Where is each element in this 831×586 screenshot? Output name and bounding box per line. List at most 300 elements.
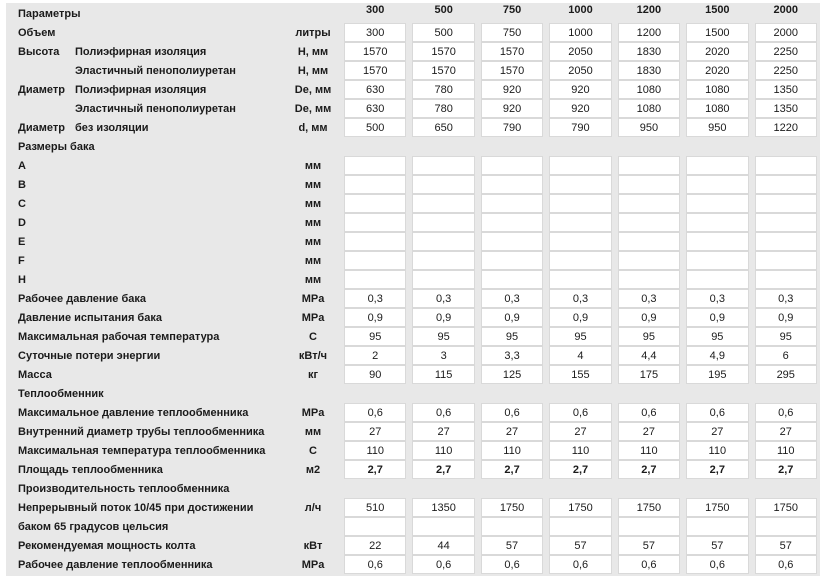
- value-cell: [686, 194, 748, 213]
- row-left: [6, 331, 285, 343]
- value-slot: [409, 270, 477, 289]
- value-slot: [546, 251, 614, 270]
- header-title: Параметры: [18, 7, 81, 20]
- value-slot: [409, 80, 477, 99]
- value-slot: [752, 61, 820, 80]
- value-cell: [755, 175, 817, 194]
- value-cell: 2020: [686, 42, 748, 61]
- column-header: 2000: [773, 4, 798, 16]
- row-unit: мм: [304, 425, 322, 438]
- value-cell: 1750: [481, 498, 543, 517]
- table-row: [6, 365, 820, 384]
- header-columns: [341, 4, 820, 23]
- value-cell: 0,6: [344, 403, 406, 422]
- value-cell: 0,6: [344, 555, 406, 574]
- value-slot: [341, 99, 409, 118]
- value-cell: 1350: [412, 498, 474, 517]
- value-cell: [344, 232, 406, 251]
- table-row: [6, 422, 820, 441]
- value-cell: 2020: [686, 61, 748, 80]
- value-cell: 630: [344, 99, 406, 118]
- value-slot: [409, 156, 477, 175]
- value-cell: [549, 251, 611, 270]
- value-cell: 0,6: [412, 555, 474, 574]
- value-cell: 1500: [686, 23, 748, 42]
- row-left: [6, 483, 285, 495]
- value-slot: [478, 555, 546, 574]
- section-row: [6, 479, 820, 498]
- value-slot: [546, 42, 614, 61]
- value-slot: [478, 403, 546, 422]
- value-cell: 110: [481, 441, 543, 460]
- row-unit: MPa: [301, 292, 325, 305]
- value-cell: 0,6: [481, 555, 543, 574]
- value-slot: [752, 42, 820, 61]
- value-cell: 790: [549, 118, 611, 137]
- row-values: [341, 251, 820, 270]
- table-header-row: [6, 4, 820, 23]
- value-cell: [755, 251, 817, 270]
- value-cell: 115: [412, 365, 474, 384]
- value-slot: [341, 118, 409, 137]
- value-slot: [546, 156, 614, 175]
- value-slot: [409, 251, 477, 270]
- row-unit: мм: [304, 273, 322, 286]
- value-slot: [752, 118, 820, 137]
- value-cell: 95: [549, 327, 611, 346]
- value-cell: 1750: [549, 498, 611, 517]
- value-cell: [618, 251, 680, 270]
- value-cell: [755, 194, 817, 213]
- value-cell: 3,3: [481, 346, 543, 365]
- row-values: [341, 403, 820, 422]
- row-label: Давление испытания бака: [18, 311, 162, 324]
- value-cell: 57: [618, 536, 680, 555]
- section-row: [6, 137, 820, 156]
- value-cell: 4,4: [618, 346, 680, 365]
- value-slot: [683, 517, 751, 536]
- value-slot: [615, 498, 683, 517]
- value-slot: [683, 289, 751, 308]
- value-cell: [344, 270, 406, 289]
- value-slot: [752, 346, 820, 365]
- row-label: Рабочее давление теплообменника: [18, 558, 213, 571]
- value-cell: 57: [481, 536, 543, 555]
- value-cell: [549, 517, 611, 536]
- value-slot: [752, 460, 820, 479]
- value-slot: [478, 175, 546, 194]
- value-cell: 920: [549, 99, 611, 118]
- value-cell: [618, 175, 680, 194]
- row-label: Максимальное давление теплообменника: [18, 406, 249, 419]
- value-slot: [683, 156, 751, 175]
- row-label: H: [18, 273, 26, 286]
- value-slot: [341, 194, 409, 213]
- row-left: [6, 350, 285, 362]
- value-slot: [409, 194, 477, 213]
- row-label: Полиэфирная изоляция: [75, 83, 207, 96]
- value-slot: [615, 517, 683, 536]
- value-slot: [615, 156, 683, 175]
- value-cell: [481, 213, 543, 232]
- value-cell: [618, 270, 680, 289]
- row-label: A: [18, 159, 26, 172]
- row-values: [341, 536, 820, 555]
- row-values: [341, 118, 820, 137]
- value-cell: 44: [412, 536, 474, 555]
- value-cell: [481, 232, 543, 251]
- value-slot: [478, 346, 546, 365]
- value-slot: [683, 175, 751, 194]
- value-cell: 1830: [618, 61, 680, 80]
- value-cell: 27: [481, 422, 543, 441]
- value-cell: [755, 270, 817, 289]
- value-slot: [409, 517, 477, 536]
- value-cell: 630: [344, 80, 406, 99]
- column-header: 750: [502, 4, 522, 16]
- value-slot: [683, 498, 751, 517]
- value-cell: 4: [549, 346, 611, 365]
- row-left: [6, 464, 285, 476]
- value-cell: 780: [412, 80, 474, 99]
- value-slot: [546, 175, 614, 194]
- value-cell: 0,9: [755, 308, 817, 327]
- value-cell: 57: [686, 536, 748, 555]
- value-cell: 110: [549, 441, 611, 460]
- row-category: Высота: [18, 45, 60, 58]
- value-cell: 500: [412, 23, 474, 42]
- row-left: [6, 27, 285, 39]
- value-slot: [341, 517, 409, 536]
- value-slot: [478, 232, 546, 251]
- value-slot: [341, 555, 409, 574]
- value-slot: [683, 232, 751, 251]
- value-cell: 155: [549, 365, 611, 384]
- value-cell: [755, 213, 817, 232]
- table-row: [6, 327, 820, 346]
- value-cell: [549, 194, 611, 213]
- table-row: [6, 346, 820, 365]
- value-cell: 57: [549, 536, 611, 555]
- value-cell: 2050: [549, 61, 611, 80]
- row-label: F: [18, 254, 25, 267]
- row-values: [341, 99, 820, 118]
- value-slot: [478, 517, 546, 536]
- row-left: [6, 407, 285, 419]
- value-cell: [686, 213, 748, 232]
- row-left: [6, 540, 285, 552]
- value-slot: [683, 23, 751, 42]
- section-label: Производительность теплообменника: [18, 482, 230, 495]
- value-cell: 0,3: [549, 289, 611, 308]
- table-row: [6, 536, 820, 555]
- value-cell: 2,7: [549, 460, 611, 479]
- value-slot: [409, 555, 477, 574]
- value-cell: 2,7: [481, 460, 543, 479]
- table-row: [6, 23, 820, 42]
- value-slot: [683, 365, 751, 384]
- value-slot: [683, 403, 751, 422]
- value-cell: 2,7: [412, 460, 474, 479]
- value-cell: [686, 156, 748, 175]
- value-slot: [341, 536, 409, 555]
- value-slot: [409, 175, 477, 194]
- value-cell: 4,9: [686, 346, 748, 365]
- value-slot: [752, 213, 820, 232]
- value-slot: [683, 308, 751, 327]
- value-slot: [409, 23, 477, 42]
- value-cell: 0,6: [686, 403, 748, 422]
- row-unit: MPa: [301, 406, 325, 419]
- value-cell: 1570: [344, 61, 406, 80]
- value-cell: 1750: [686, 498, 748, 517]
- row-label: без изоляции: [75, 121, 149, 134]
- table-row: [6, 460, 820, 479]
- column-header: 1000: [568, 4, 593, 16]
- value-slot: [615, 289, 683, 308]
- value-slot: [478, 194, 546, 213]
- value-slot: [615, 80, 683, 99]
- value-slot: [752, 555, 820, 574]
- value-cell: [618, 156, 680, 175]
- row-label: Рабочее давление бака: [18, 292, 147, 305]
- value-cell: 1570: [481, 42, 543, 61]
- row-category: Диаметр: [18, 121, 65, 134]
- value-slot: [546, 232, 614, 251]
- value-slot: [546, 365, 614, 384]
- value-cell: [618, 232, 680, 251]
- row-unit: De, мм: [294, 102, 332, 115]
- value-slot: [546, 460, 614, 479]
- value-cell: 0,3: [412, 289, 474, 308]
- value-slot: [546, 289, 614, 308]
- row-left: [6, 521, 285, 533]
- row-left: [6, 103, 285, 115]
- value-slot: [546, 517, 614, 536]
- value-slot: [752, 327, 820, 346]
- row-unit: MPa: [301, 311, 325, 324]
- value-slot: [683, 61, 751, 80]
- value-slot: [752, 365, 820, 384]
- section-label: Размеры бака: [18, 140, 95, 153]
- value-slot: [478, 270, 546, 289]
- value-cell: [481, 194, 543, 213]
- row-values: [341, 308, 820, 327]
- value-slot: [478, 61, 546, 80]
- row-label: Эластичный пенополиуретан: [75, 64, 236, 77]
- value-cell: [412, 251, 474, 270]
- table-row: [6, 403, 820, 422]
- value-slot: [478, 422, 546, 441]
- row-values: [341, 365, 820, 384]
- value-slot: [341, 61, 409, 80]
- value-slot: [615, 23, 683, 42]
- value-cell: 920: [481, 99, 543, 118]
- value-slot: [478, 308, 546, 327]
- row-unit: мм: [304, 159, 322, 172]
- value-cell: 1200: [618, 23, 680, 42]
- value-cell: 1080: [686, 80, 748, 99]
- value-slot: [341, 156, 409, 175]
- value-slot: [546, 118, 614, 137]
- value-cell: 0,9: [549, 308, 611, 327]
- value-cell: 90: [344, 365, 406, 384]
- value-cell: 0,9: [344, 308, 406, 327]
- value-slot: [752, 23, 820, 42]
- row-unit: м2: [305, 463, 321, 476]
- value-slot: [752, 289, 820, 308]
- row-left: [6, 426, 285, 438]
- value-slot: [341, 213, 409, 232]
- value-cell: 0,6: [686, 555, 748, 574]
- row-values: [341, 42, 820, 61]
- value-cell: 0,6: [549, 403, 611, 422]
- row-values: [341, 517, 820, 536]
- spec-table: [6, 3, 820, 576]
- value-slot: [683, 270, 751, 289]
- value-slot: [478, 213, 546, 232]
- row-unit: мм: [304, 235, 322, 248]
- row-label: D: [18, 216, 26, 229]
- table-row: [6, 517, 820, 536]
- value-slot: [615, 365, 683, 384]
- row-unit: Н, мм: [297, 45, 329, 58]
- value-cell: [344, 251, 406, 270]
- value-cell: 2: [344, 346, 406, 365]
- table-row: [6, 99, 820, 118]
- value-slot: [409, 232, 477, 251]
- value-cell: 110: [686, 441, 748, 460]
- value-slot: [341, 441, 409, 460]
- value-slot: [478, 460, 546, 479]
- row-left: [6, 141, 285, 153]
- row-label: Объем: [18, 26, 56, 39]
- row-unit: De, мм: [294, 83, 332, 96]
- value-slot: [546, 555, 614, 574]
- value-cell: 95: [755, 327, 817, 346]
- value-slot: [546, 422, 614, 441]
- row-values: [341, 498, 820, 517]
- value-cell: 95: [412, 327, 474, 346]
- row-label: C: [18, 197, 26, 210]
- table-row: [6, 194, 820, 213]
- value-slot: [752, 308, 820, 327]
- row-values: [341, 555, 820, 574]
- value-slot: [478, 498, 546, 517]
- value-cell: [412, 156, 474, 175]
- value-cell: 2,7: [344, 460, 406, 479]
- row-values: [341, 441, 820, 460]
- value-slot: [409, 61, 477, 80]
- value-slot: [478, 99, 546, 118]
- row-label: Эластичный пенополиуретан: [75, 102, 236, 115]
- table-row: [6, 289, 820, 308]
- value-slot: [683, 80, 751, 99]
- value-slot: [341, 346, 409, 365]
- row-left: [6, 388, 285, 400]
- value-cell: 27: [344, 422, 406, 441]
- value-slot: [478, 23, 546, 42]
- value-slot: [546, 498, 614, 517]
- row-label: B: [18, 178, 26, 191]
- row-label: E: [18, 235, 26, 248]
- value-slot: [752, 194, 820, 213]
- value-slot: [752, 156, 820, 175]
- value-cell: [686, 251, 748, 270]
- value-cell: 110: [755, 441, 817, 460]
- value-cell: 0,6: [549, 555, 611, 574]
- value-slot: [615, 555, 683, 574]
- value-slot: [615, 232, 683, 251]
- row-unit: л/ч: [304, 501, 322, 514]
- value-cell: [412, 175, 474, 194]
- section-row: [6, 384, 820, 403]
- value-slot: [683, 194, 751, 213]
- value-cell: 1220: [755, 118, 817, 137]
- value-cell: 95: [344, 327, 406, 346]
- value-slot: [752, 270, 820, 289]
- value-slot: [615, 327, 683, 346]
- value-cell: [549, 175, 611, 194]
- value-cell: [686, 517, 748, 536]
- column-header: 1200: [636, 4, 662, 16]
- row-unit: d, мм: [298, 121, 328, 134]
- row-values: [341, 327, 820, 346]
- value-slot: [752, 422, 820, 441]
- value-cell: 125: [481, 365, 543, 384]
- value-slot: [752, 403, 820, 422]
- value-slot: [478, 42, 546, 61]
- value-cell: 1570: [412, 42, 474, 61]
- value-slot: [478, 80, 546, 99]
- row-left: [6, 274, 285, 286]
- table-row: [6, 118, 820, 137]
- value-cell: 27: [686, 422, 748, 441]
- value-slot: [546, 327, 614, 346]
- value-slot: [683, 327, 751, 346]
- value-cell: 95: [618, 327, 680, 346]
- value-slot: [615, 460, 683, 479]
- value-cell: 27: [755, 422, 817, 441]
- value-cell: [686, 175, 748, 194]
- value-cell: 0,6: [481, 403, 543, 422]
- value-cell: [686, 232, 748, 251]
- value-slot: [409, 213, 477, 232]
- value-cell: [344, 175, 406, 194]
- row-label: баком 65 градусов цельсия: [18, 520, 169, 533]
- value-cell: 295: [755, 365, 817, 384]
- value-slot: [341, 308, 409, 327]
- row-unit: мм: [304, 216, 322, 229]
- value-cell: 1350: [755, 99, 817, 118]
- row-label: Рекомендуемая мощность колта: [18, 539, 196, 552]
- column-header: 1500: [705, 4, 730, 16]
- row-values: [341, 156, 820, 175]
- value-cell: [755, 156, 817, 175]
- value-cell: [686, 270, 748, 289]
- value-slot: [341, 80, 409, 99]
- value-cell: 2250: [755, 61, 817, 80]
- value-slot: [341, 327, 409, 346]
- value-cell: [344, 213, 406, 232]
- value-slot: [409, 422, 477, 441]
- value-cell: 2250: [755, 42, 817, 61]
- value-cell: [481, 517, 543, 536]
- value-slot: [752, 251, 820, 270]
- table-row: [6, 42, 820, 61]
- value-cell: [755, 517, 817, 536]
- row-values: [341, 460, 820, 479]
